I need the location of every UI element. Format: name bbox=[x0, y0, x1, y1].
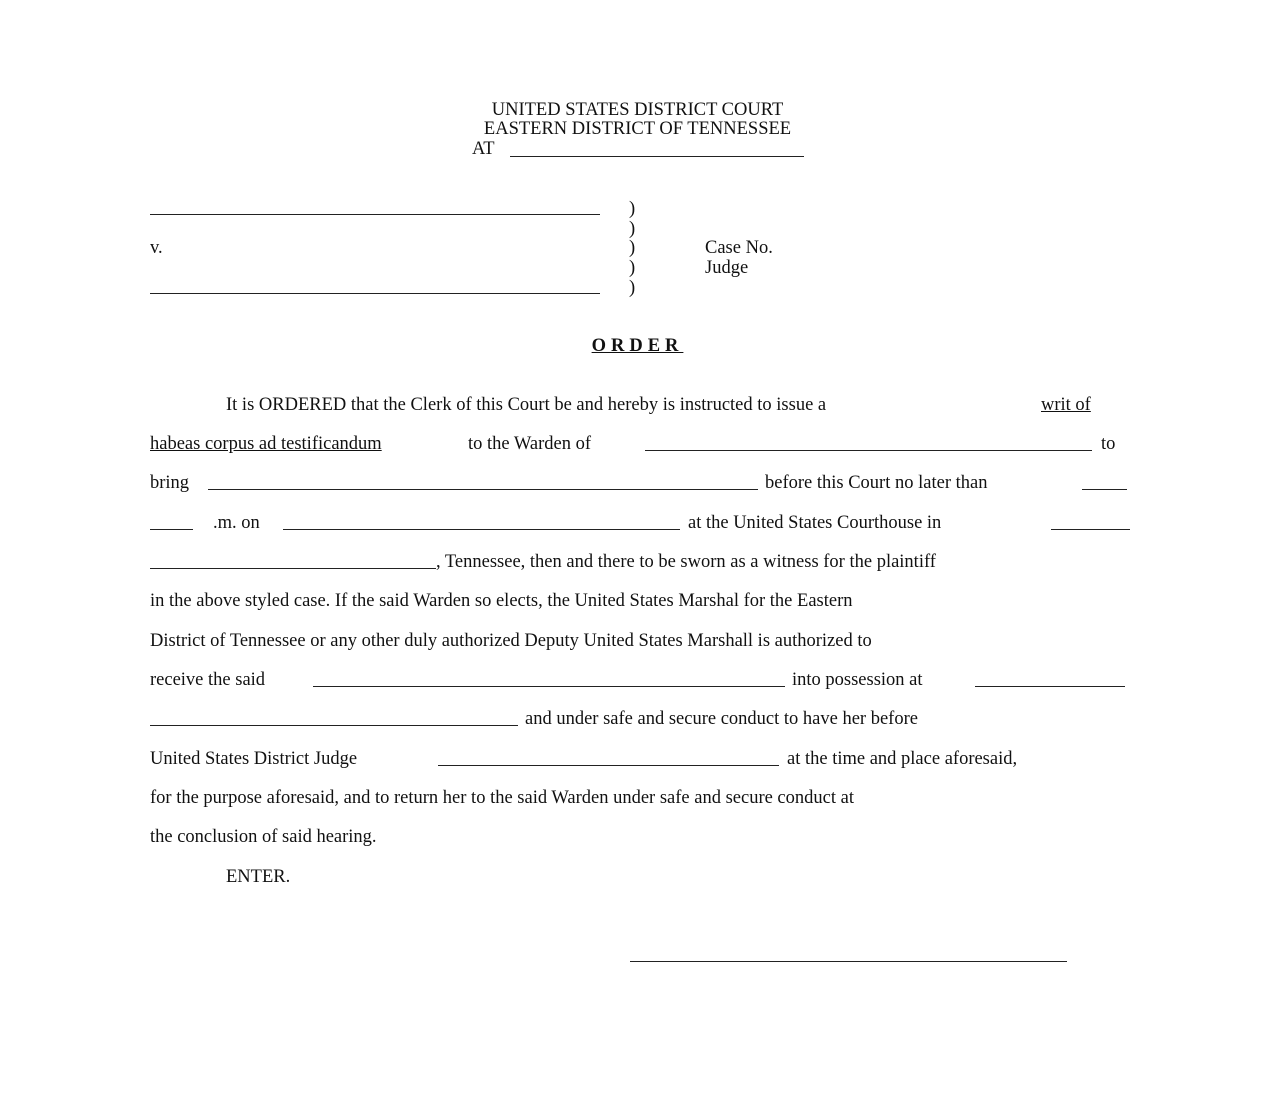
plaintiff-blank[interactable] bbox=[150, 214, 600, 215]
caption-paren: ) bbox=[629, 258, 636, 278]
body-line: to the Warden of bbox=[468, 434, 592, 454]
body-line: and under safe and secure conduct to have her before bbox=[525, 709, 918, 729]
body-line: , Tennessee, then and there to be sworn as a witness for the plaintiff bbox=[436, 552, 936, 572]
possession-location-blank[interactable] bbox=[975, 686, 1125, 687]
city-blank-continued[interactable] bbox=[150, 568, 436, 569]
body-line: for the purpose aforesaid, and to return her to the said Warden under safe and secure conduct at bbox=[150, 788, 854, 808]
location-blank[interactable] bbox=[510, 156, 804, 157]
caption-paren: ) bbox=[629, 219, 636, 239]
case-no-label: Case No. bbox=[705, 238, 773, 258]
court-name: UNITED STATES DISTRICT COURT bbox=[491, 100, 784, 120]
caption-paren: ) bbox=[629, 199, 636, 219]
writ-phrase: habeas corpus ad testificandum bbox=[150, 434, 382, 454]
order-title: ORDER bbox=[591, 336, 684, 356]
defendant-blank[interactable] bbox=[150, 293, 600, 294]
body-line: into possession at bbox=[792, 670, 923, 690]
body-line: in the above styled case. If the said Warden so elects, the United States Marshal for the Eastern bbox=[150, 591, 853, 611]
possession-location-blank-continued[interactable] bbox=[150, 725, 518, 726]
body-line: before this Court no later than bbox=[765, 473, 988, 493]
signature-line[interactable] bbox=[630, 961, 1067, 962]
body-line: United States District Judge bbox=[150, 749, 358, 769]
warden-facility-blank[interactable] bbox=[645, 450, 1092, 451]
body-line: at the time and place aforesaid, bbox=[787, 749, 1018, 769]
body-line: .m. on bbox=[213, 513, 260, 533]
judge-name-blank[interactable] bbox=[438, 765, 779, 766]
enter-label: ENTER. bbox=[226, 867, 291, 887]
at-label: AT bbox=[472, 139, 495, 159]
witness-name-blank-2[interactable] bbox=[313, 686, 785, 687]
body-line: receive the said bbox=[150, 670, 266, 690]
caption-paren: ) bbox=[629, 278, 636, 298]
body-line: to bbox=[1101, 434, 1116, 454]
body-line: It is ORDERED that the Clerk of this Court be and hereby is instructed to issue a bbox=[226, 395, 827, 415]
caption-paren: ) bbox=[629, 238, 636, 258]
writ-phrase: writ of bbox=[1041, 395, 1091, 415]
date-blank[interactable] bbox=[283, 529, 680, 530]
body-line: at the United States Courthouse in bbox=[688, 513, 942, 533]
body-line: District of Tennessee or any other duly authorized Deputy United States Marshall is authorized to bbox=[150, 631, 872, 651]
body-line: bring bbox=[150, 473, 190, 493]
body-line: the conclusion of said hearing. bbox=[150, 827, 377, 847]
witness-name-blank[interactable] bbox=[208, 489, 758, 490]
district-name: EASTERN DISTRICT OF TENNESSEE bbox=[483, 119, 792, 139]
time-blank[interactable] bbox=[1082, 489, 1127, 490]
city-blank[interactable] bbox=[1051, 529, 1130, 530]
versus-label: v. bbox=[150, 238, 163, 258]
judge-label: Judge bbox=[705, 258, 749, 278]
am-pm-blank[interactable] bbox=[150, 529, 193, 530]
